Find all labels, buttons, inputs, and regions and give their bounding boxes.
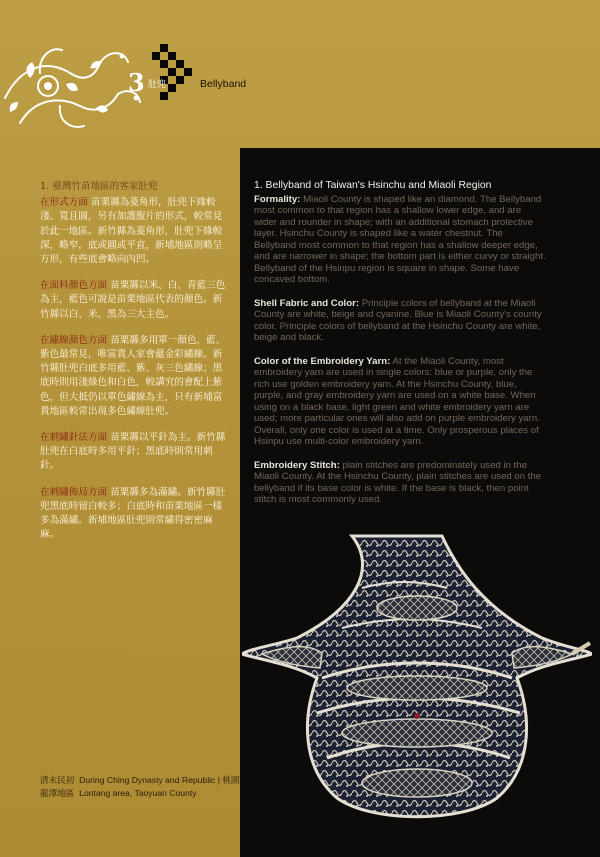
zh-paragraph <box>40 486 230 543</box>
zh-body: 苗栗縣以平針為主。新竹縣肚兜在白底時多用平針；黑底時則常用刺針。 <box>40 432 226 472</box>
bellyband-motif <box>362 769 472 797</box>
zh-lead: 在形式方面 <box>40 197 88 209</box>
zh-body: 苗栗縣以米、白、青藍三色為主，藍色可說是苗栗地區代表的顏色。新竹縣以白、米、黑為三大主色。 <box>40 280 226 320</box>
zh-body: 苗栗縣為菱角形，肚兜下緣較淺、寬且圓，另有加護腹片的形式，較常見於此一地區。新竹縣為菱角形，肚兜下緣較深，略窄，底或圓或平直，新埔地區則略呈方形，有些底會略向內凹。 <box>40 197 223 266</box>
chapter-title-en: Bellyband <box>200 78 247 90</box>
en-body: Miaoli County is shaped like an diamond. The Bellyband most common to that region has a shallow lower edge, and are wider and rounder in shape; with an additional stomach protective layer. Hsinchu County is shaped like a water chestnut. The Bellyband most common to that region has a shallow deeper edge, and are narrower in shape; the bottom part is either curvy or straight. Bellyband of the Hsinpu region is square in shape. Some have concaved bottom. <box>254 193 546 285</box>
en-lead: Shell Fabric and Color: <box>254 297 360 309</box>
zh-lead: 在刺繡針法方面 <box>40 432 108 444</box>
zh-body: 苗栗縣多用單一顏色，藍、紫色最常見，唯富貴人家會蘊金彩繡線。新竹縣肚兜白底多用藍、紫、灰三色繡線；黑底時則用淺綠色和白色，較講究的會配上紫色，但大抵仍以單色繡線為主，只有新埔富貴地區較常出現多色繡線肚兜。 <box>40 334 226 417</box>
zh-paragraph <box>40 334 230 419</box>
zh-paragraph <box>40 431 230 474</box>
en-text-column <box>254 180 546 518</box>
bellyband-red-dot <box>414 713 420 719</box>
en-section-title: 1. Bellyband of Taiwan's Hsinchu and Miaoli Region <box>254 180 492 191</box>
zh-body: 苗栗縣多為滿繡。新竹縣肚兜黑底時留白較多；白底時和苗栗地區一樣多為滿繡。新埔地區肚兜則常繡得密密麻麻。 <box>40 486 226 541</box>
zh-paragraph <box>40 279 230 322</box>
en-body: Principle colors of bellyband at the Miaoli County are white, beige and cyanine. Blue is Miaoli County's county color. Principle colors of bellyband at the Hsinchu County are white, beige and black. <box>254 297 542 343</box>
bellyband-motif <box>377 596 457 620</box>
caption-line-2: 龍潭地區 Lontang area, Taoyuan County <box>40 788 197 799</box>
en-paragraph <box>254 460 546 506</box>
caption-line-1: 清末民初 During Ching Dynasty and Republic | 桃園 <box>40 775 240 786</box>
zh-section-title: 1. 臺灣竹苗地區的客家肚兜 <box>40 181 158 192</box>
en-lead: Embroidery Stitch: <box>254 459 340 471</box>
zh-text-column <box>40 180 230 554</box>
en-body: At the Miaoli County, most embroidery yarn are used in single colors: blue or purple, only the rich use golden embroidery yarn. At the Hsinchu County, blue, purple, and gray embroidery yarn are used on a white base. When using on a black base, light green and white embroidery yarn are used; more particular ones will also add on purple embroidery yarn. Overall, only one color is used at a time. Only prosperous places of Hsinpu use multi-color embroidery yarn. <box>254 355 540 447</box>
bellyband-embroidery-photo <box>242 528 592 828</box>
en-paragraph <box>254 356 546 448</box>
chapter-title-zh: 肚兜 <box>148 80 167 90</box>
zh-lead: 在繡線顏色方面 <box>40 334 108 346</box>
en-paragraph <box>254 194 546 286</box>
bellyband-motif <box>342 719 492 747</box>
zh-lead: 在刺繡佈局方面 <box>40 486 108 498</box>
chapter-number: 3 <box>128 68 145 97</box>
zh-paragraph <box>40 196 230 267</box>
checker-pattern-icon <box>138 44 194 100</box>
photo-caption <box>40 774 240 800</box>
en-body: plain stitches are predominately used in the Miaoli County. At the Hsinchu County, plain stitches are used on the bellyband if its base color is white. If the base is black, then point stitch is most commonly used. <box>254 459 542 505</box>
bellyband-motif <box>347 676 487 700</box>
zh-lead: 在面料顏色方面 <box>40 280 108 292</box>
en-lead: Formality: <box>254 193 301 205</box>
en-lead: Color of the Embroidery Yarn: <box>254 355 391 367</box>
en-paragraph <box>254 298 546 344</box>
